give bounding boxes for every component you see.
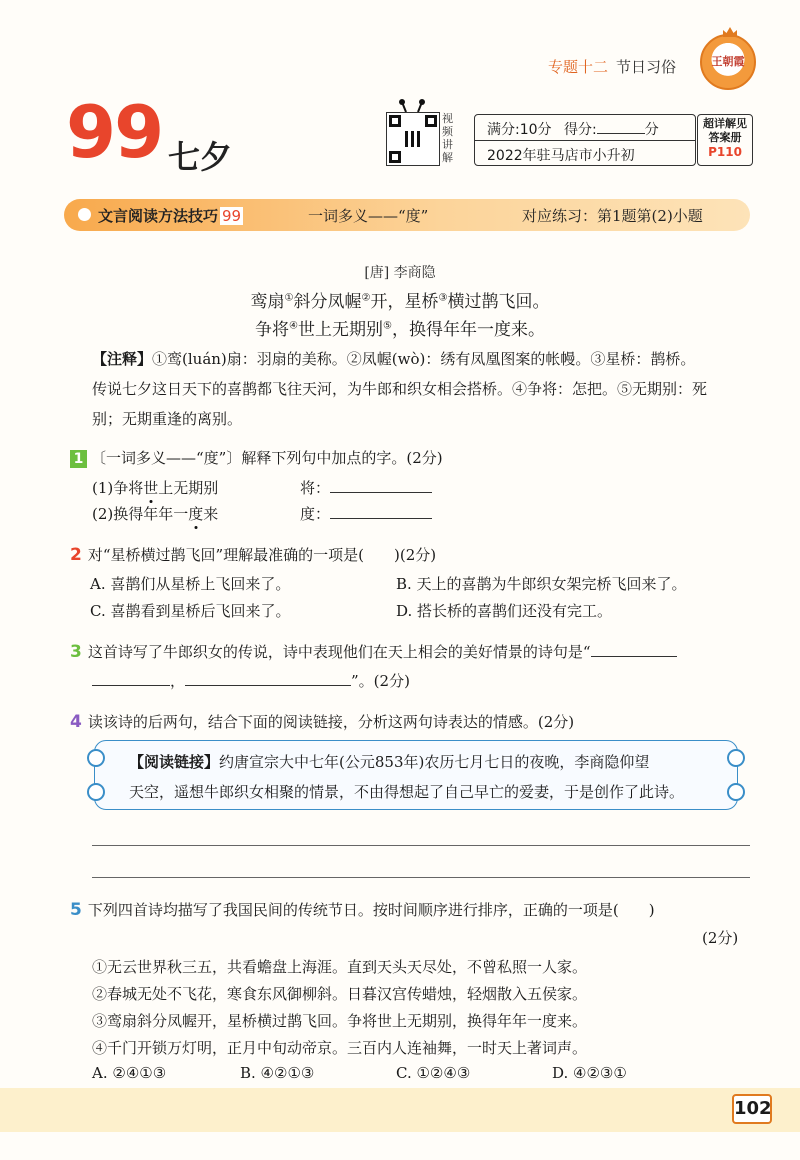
lesson-number: 99 (66, 90, 163, 174)
answer-blank-3a[interactable] (591, 642, 677, 657)
exam-source: 2022年驻马店市小升初 (487, 148, 635, 164)
answer-line-4a[interactable] (92, 845, 750, 846)
reading-link-text-1: 约唐宣宗大中七年(公元853年)农历七月七日的夜晚，李商隐仰望 (219, 753, 650, 771)
page-number: 102 (732, 1094, 772, 1124)
option-5d[interactable]: D. ④②③① (552, 1064, 627, 1082)
option-5b[interactable]: B. ④②①③ (240, 1064, 315, 1082)
question-1-answer-1: 将： (300, 477, 432, 498)
banner-practice: 对应练习：第1题第(2)小题 (522, 207, 703, 225)
reading-link-box (94, 740, 738, 810)
question-5-number: 5 (70, 900, 82, 920)
question-3-number: 3 (70, 642, 82, 662)
answer-ref-line1: 超详解见 (703, 117, 747, 130)
annotation-line-3: 别；无期重逢的离别。 (92, 410, 243, 428)
option-5a[interactable]: A. ②④①③ (92, 1064, 167, 1082)
poem-line-1: 鸾扇①斜分凤幄②开，星桥③横过鹊飞回。 (250, 292, 550, 312)
brand-logo-text: 王朝霞 (711, 55, 745, 68)
brand-logo (700, 34, 756, 90)
option-2c[interactable]: C. 喜鹊看到星桥后飞回来了。 (90, 602, 291, 620)
banner-dot-icon (78, 208, 91, 221)
score-label: 得分: (563, 122, 597, 138)
score-box (474, 114, 696, 166)
annotation-line-1: ①鸾(luán)扇：羽扇的美称。②凤幄(wò)：绣有凤凰图案的帐幔。③星桥：鹊桥。 (152, 350, 696, 368)
question-2-number: 2 (70, 545, 82, 565)
answer-blank-3b[interactable] (92, 671, 170, 686)
page-footer (0, 1088, 800, 1132)
answer-blank-1[interactable] (330, 478, 432, 493)
question-5-score: (2分) (702, 929, 739, 947)
question-4-stem: 读该诗的后两句，结合下面的阅读链接，分析这两句诗表达的情感。(2分) (87, 713, 575, 731)
banner-subtitle: 一词多义——“度” (308, 207, 429, 225)
annotation-label: 【注释】 (92, 350, 153, 368)
score-unit: 分 (644, 122, 659, 138)
option-2d[interactable]: D. 搭长桥的喜鹊们还没有完工。 (396, 602, 613, 620)
crown-icon (723, 27, 737, 37)
section-label: 节日习俗 (616, 58, 677, 76)
question-4 (70, 711, 574, 732)
reading-link-label: 【阅读链接】 (129, 753, 220, 771)
option-5c[interactable]: C. ①②④③ (396, 1064, 471, 1082)
answer-ref-page: P110 (708, 145, 742, 159)
answer-reference (697, 114, 753, 166)
annotation-line-2: 传说七夕这日天下的喜鹊都飞往天河，为牛郎和织女相会搭桥。④争将：怎把。⑤无期别：死 (92, 380, 708, 398)
question-4-number: 4 (70, 712, 82, 732)
answer-blank-2[interactable] (330, 504, 432, 519)
topic-label: 专题十二 (548, 58, 609, 76)
qr-label: 视频讲解 (442, 112, 453, 164)
question-1-stem: 〔一词多义——“度”〕解释下列句中加点的字。(2分) (91, 449, 443, 467)
poem-option-3: ③鸾扇斜分凤幄开，星桥横过鹊飞回。争将世上无期别，换得年年一度来。 (92, 1012, 588, 1030)
option-2a[interactable]: A. 喜鹊们从星桥上飞回来了。 (90, 575, 291, 593)
question-1-number: 1 (70, 450, 87, 468)
question-3-line-2: ， ”。(2分) (92, 670, 410, 691)
lesson-title: 七夕 (168, 138, 233, 176)
answer-line-4b[interactable] (92, 877, 750, 878)
full-score: 满分:10分 (487, 122, 552, 138)
topic-header (548, 56, 676, 77)
banner-title: 文言阅读方法技巧 (98, 207, 219, 225)
answer-blank-3c[interactable] (185, 671, 351, 686)
annotation (92, 344, 752, 434)
question-2-stem: 对“星桥横过鹊飞回”理解最准确的一项是( )(2分) (87, 546, 437, 564)
poem-author: [唐] 李商隐 (364, 265, 436, 281)
banner-number: 99 (222, 207, 242, 225)
poem-option-4: ④千门开锁万灯明，正月中旬动帝京。三百内人连袖舞，一时天上著词声。 (92, 1039, 588, 1057)
score-blank[interactable] (597, 121, 645, 134)
poem-option-2: ②春城无处不飞花，寒食东风御柳斜。日暮汉宫传蜡烛，轻烟散入五侯家。 (92, 985, 588, 1003)
method-banner (64, 199, 750, 231)
question-1-answer-2: 度： (300, 503, 432, 524)
qr-code[interactable] (386, 112, 440, 166)
question-1-sub-1: (1)争将世上无期别 (92, 479, 219, 497)
poem-line-2: 争将④世上无期别⑤，换得年年一度来。 (255, 320, 545, 340)
question-3-stem: 这首诗写了牛郎织女的传说，诗中表现他们在天上相会的美好情景的诗句是“ (87, 643, 591, 661)
reading-link-text-2: 天空，遥想牛郎织女相聚的情景，不由得想起了自己早亡的爱妻，于是创作了此诗。 (129, 783, 685, 801)
question-1 (70, 447, 443, 468)
answer-ref-line2: 答案册 (708, 131, 742, 144)
question-2 (70, 544, 436, 565)
question-5-stem: 下列四首诗均描写了我国民间的传统节日。按时间顺序进行排序，正确的一项是( ) (87, 901, 655, 919)
question-3 (70, 641, 677, 662)
poem-option-1: ①无云世界秋三五，共看蟾盘上海涯。直到天头天尽处，不曾私照一人家。 (92, 958, 588, 976)
question-1-sub-2: (2)换得年年一度来 (92, 505, 219, 523)
qr-antenna-icon (398, 98, 426, 112)
option-2b[interactable]: B. 天上的喜鹊为牛郎织女架完桥飞回来了。 (396, 575, 687, 593)
question-5 (70, 899, 655, 920)
